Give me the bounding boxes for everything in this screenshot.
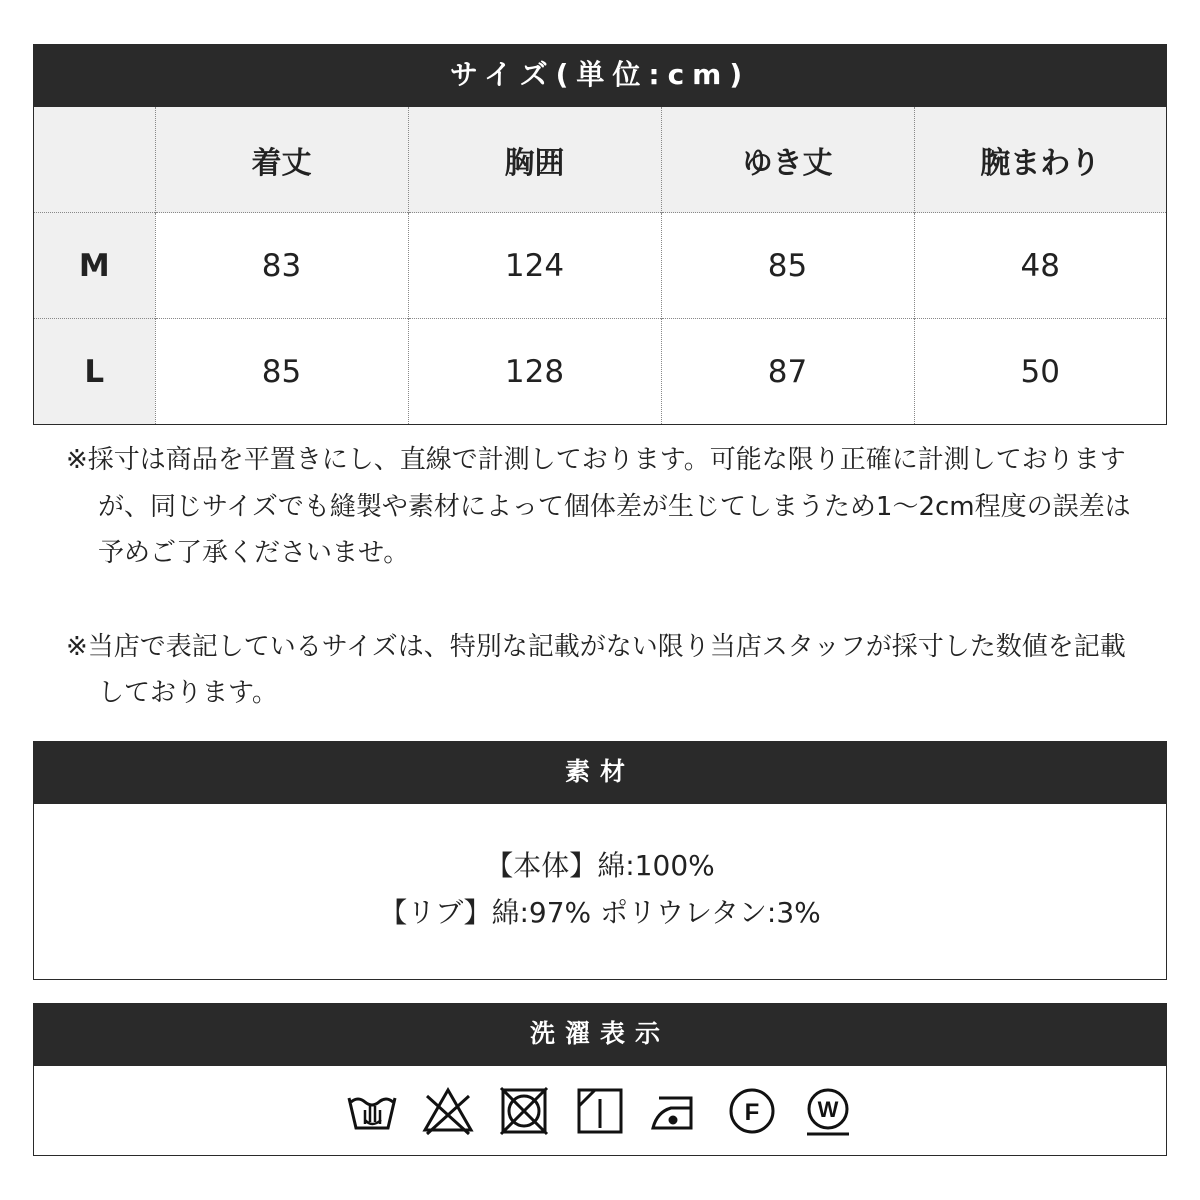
wet-clean-w-icon — [801, 1084, 855, 1138]
line-dry-shade-icon — [573, 1084, 627, 1138]
svg-text:F: F — [744, 1098, 760, 1126]
size-table — [34, 107, 1166, 424]
table-cell: 128 — [408, 319, 661, 425]
size-source-note: ※当店で表記しているサイズは、特別な記載がない限り当店スタッフが採寸した数値を記載しております。 — [66, 631, 1126, 708]
size-label-m: M — [34, 213, 155, 319]
hand-wash-icon — [345, 1084, 399, 1138]
low-iron-icon — [649, 1084, 703, 1138]
table-cell: 124 — [408, 213, 661, 319]
header-arm-circumference: 腕まわり — [914, 107, 1166, 213]
table-row — [34, 213, 1166, 319]
table-cell: 83 — [155, 213, 408, 319]
size-table-box — [33, 44, 1167, 425]
measurement-note: ※採寸は商品を平置きにし、直線で計測しております。可能な限り正確に計測しておりますが、同じサイズでも縫製や素材によって個体差が生じてしまうため1〜2cm程度の誤差は予めご了承くださいませ。 — [66, 445, 1131, 568]
size-title: サイズ(単位:cm) — [34, 45, 1166, 107]
material-line-rib: 【リブ】綿:97% ポリウレタン:3% — [379, 896, 821, 929]
care-title: 洗濯表示 — [34, 1004, 1166, 1066]
header-chest: 胸囲 — [408, 107, 661, 213]
table-cell: 48 — [914, 213, 1166, 319]
table-cell: 87 — [661, 319, 914, 425]
material-line-body: 【本体】綿:100% — [485, 849, 715, 882]
table-row — [34, 319, 1166, 425]
material-title: 素材 — [34, 742, 1166, 804]
no-bleach-icon — [421, 1084, 475, 1138]
header-length: 着丈 — [155, 107, 408, 213]
care-icons — [34, 1066, 1166, 1155]
table-cell: 50 — [914, 319, 1166, 425]
material-box — [33, 741, 1167, 980]
table-cell: 85 — [661, 213, 914, 319]
size-table-header — [34, 107, 1166, 213]
svg-text:W: W — [817, 1096, 839, 1122]
header-corner — [34, 107, 155, 213]
size-label-l: L — [34, 319, 155, 425]
notes — [66, 437, 1136, 717]
dry-clean-f-icon — [725, 1084, 779, 1138]
header-sleeve-length: ゆき丈 — [661, 107, 914, 213]
table-cell: 85 — [155, 319, 408, 425]
no-tumble-dry-icon — [497, 1084, 551, 1138]
material-body — [34, 804, 1166, 979]
care-box — [33, 1003, 1167, 1156]
